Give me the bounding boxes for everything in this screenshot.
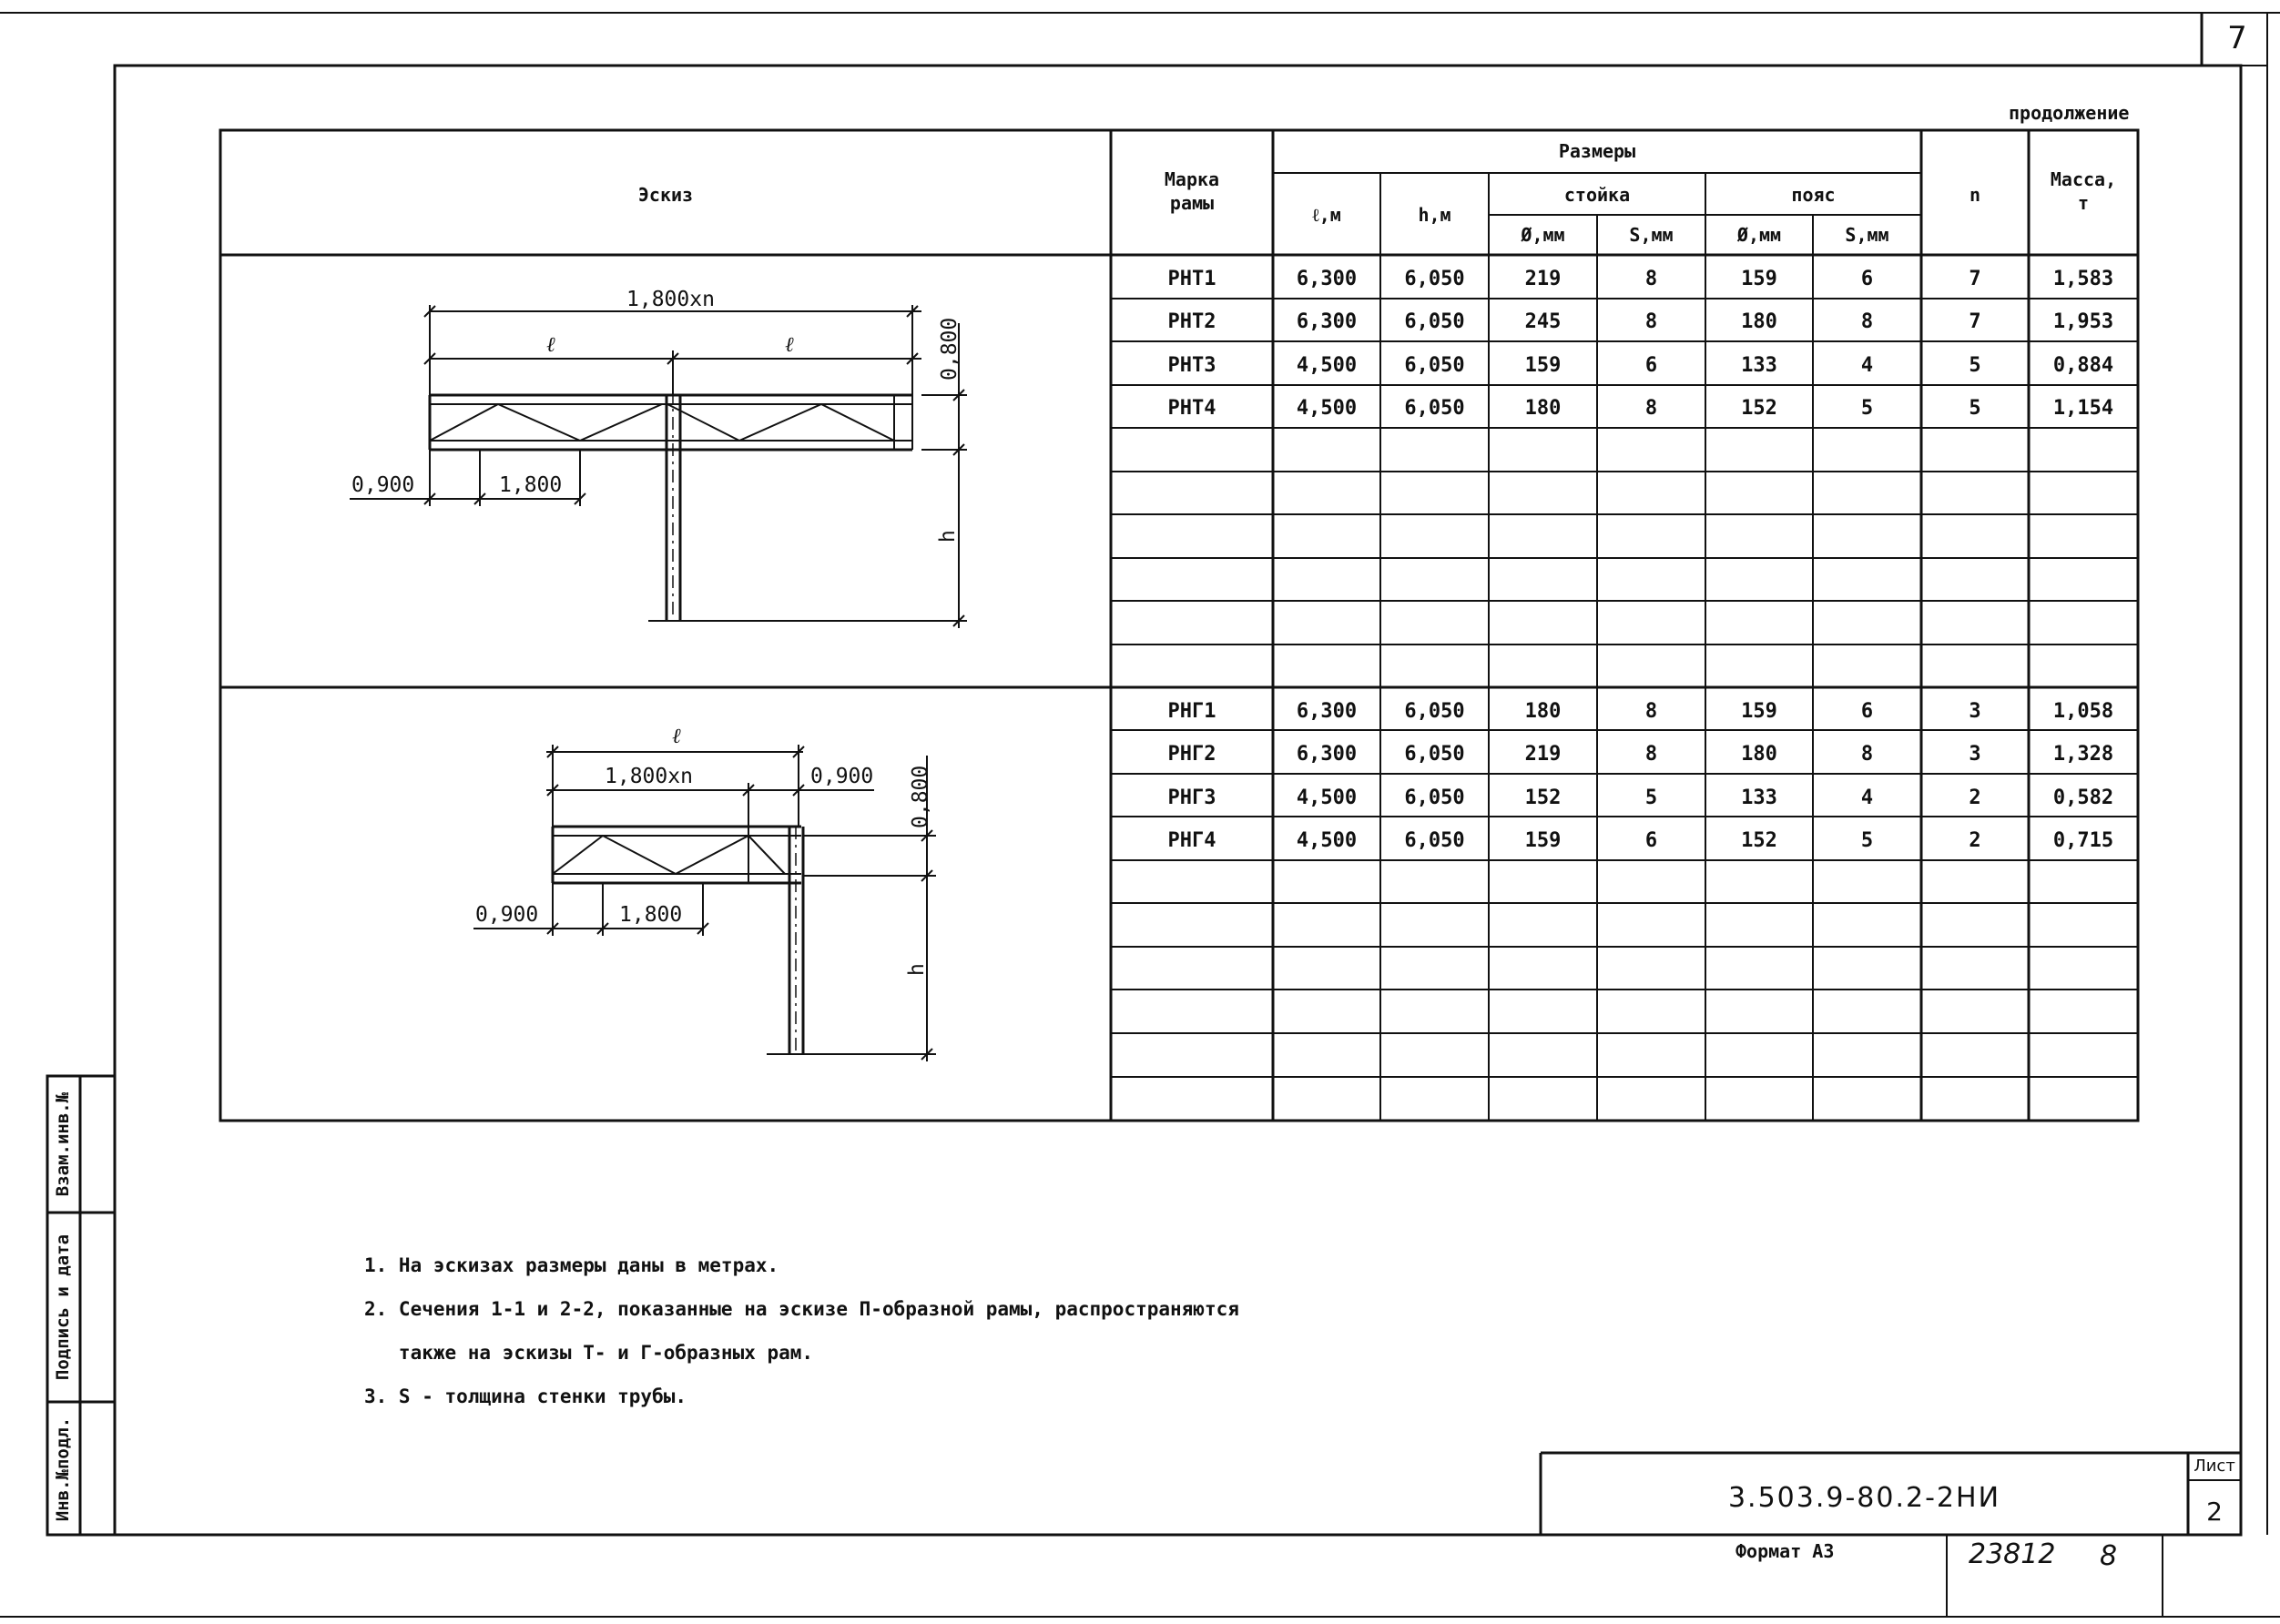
cell-n: 5 [1969,354,1981,377]
sketch-t-frame [350,305,967,628]
sheet-label: Лист [2193,1457,2235,1476]
sketch-g-panel: 1,800 [619,903,683,927]
cell-post-d: 159 [1524,354,1562,377]
cell-n: 2 [1969,829,1981,852]
cell-mass: 1,953 [2052,310,2114,333]
archive-number: 23812 [1969,1538,2056,1570]
header-belt-diameter: Ø,мм [1736,224,1782,246]
cell-l: 4,500 [1296,397,1358,420]
cell-mark: РНТ4 [1167,397,1216,420]
cell-post-s: 5 [1644,787,1658,809]
cell-mark: РНГ1 [1167,700,1216,723]
cell-belt-d: 159 [1741,700,1777,723]
sketch-t-span-left: ℓ [546,333,555,357]
cell-post-d: 219 [1524,743,1562,766]
cell-mark: РНГ4 [1167,829,1216,852]
cell-post-s: 8 [1644,397,1658,420]
cell-belt-d: 133 [1741,787,1777,809]
note-3: 3. S - толщина стенки трубы. [364,1385,687,1407]
cell-mass: 0,582 [2052,787,2114,809]
sketch-g-frame [473,745,936,1061]
cell-mass: 1,154 [2052,397,2114,420]
stamp-inv-original: Инв.№подл. [53,1416,73,1522]
cell-post-d: 152 [1524,787,1562,809]
cell-belt-d: 152 [1741,397,1777,420]
header-belt-thickness: S,мм [1845,224,1889,246]
cell-post-s: 8 [1644,743,1658,766]
cell-mark: РНГ3 [1167,787,1216,809]
cell-post-s: 8 [1644,310,1658,333]
sketch-t-truss-height: 0,800 [938,317,962,381]
continuation-label: продолжение [2009,102,2130,124]
header-post: стойка [1563,184,1631,206]
cell-n: 7 [1969,268,1981,290]
cell-belt-s: 5 [1860,397,1874,420]
header-dimensions: Размеры [1558,140,1636,162]
cell-mass: 0,884 [2052,354,2114,377]
cell-l: 6,300 [1296,268,1358,290]
note-2-cont: также на эскизы Т- и Г-образных рам. [364,1342,814,1364]
sketch-g-truss-height: 0,800 [909,765,932,828]
cell-mass: 1,058 [2052,700,2114,723]
cell-l: 4,500 [1296,354,1358,377]
cell-post-d: 219 [1524,268,1562,290]
sketch-g-post-height: h [905,963,929,976]
header-mark: Марка рамы [1164,168,1220,214]
note-2: 2. Сечения 1-1 и 2-2, показанные на эскизе П-образной рамы, распространяются [364,1298,1239,1320]
cell-post-d: 159 [1524,829,1562,852]
cell-belt-s: 8 [1860,743,1874,766]
sketch-t-panel: 1,800 [499,473,563,497]
cell-h: 6,050 [1404,310,1465,333]
sketch-t-span-right: ℓ [785,333,794,357]
cell-post-s: 6 [1644,829,1658,852]
header-belt: пояс [1791,184,1836,206]
cell-mark: РНТ1 [1167,268,1216,290]
header-n: n [1969,184,1981,206]
cell-l: 4,500 [1296,787,1358,809]
header-mass: Масса, т [2050,168,2117,214]
cell-h: 6,050 [1404,787,1465,809]
header-sketch: Эскиз [637,184,694,206]
cell-mark: РНТ3 [1167,354,1216,377]
cell-n: 7 [1969,310,1981,333]
sheet-number: 2 [2206,1497,2223,1527]
corner-sheet-number: 7 [2227,20,2247,56]
cell-n: 3 [1969,743,1981,766]
cell-belt-s: 8 [1860,310,1874,333]
cell-belt-d: 133 [1741,354,1777,377]
cell-belt-s: 4 [1860,787,1874,809]
sketch-t-edge-offset: 0,900 [351,473,415,497]
header-h: h,м [1418,204,1451,226]
cell-mass: 0,715 [2052,829,2114,852]
cell-belt-s: 6 [1860,268,1874,290]
cell-belt-s: 6 [1860,700,1874,723]
document-code: 3.503.9-80.2-2НИ [1727,1482,2001,1514]
cell-n: 3 [1969,700,1981,723]
cell-h: 6,050 [1404,397,1465,420]
cell-belt-s: 4 [1860,354,1874,377]
sketch-g-span: ℓ [672,725,681,748]
cell-belt-d: 159 [1741,268,1777,290]
cell-belt-d: 180 [1741,743,1777,766]
sketch-t-post-height: h [936,530,960,543]
format-label: Формат А3 [1735,1540,1835,1562]
sketch-g-edge-offset: 0,900 [475,903,539,927]
header-post-thickness: S,мм [1629,224,1674,246]
cell-h: 6,050 [1404,268,1465,290]
cell-post-d: 180 [1524,397,1562,420]
cell-l: 4,500 [1296,829,1358,852]
cell-belt-s: 5 [1860,829,1874,852]
cell-l: 6,300 [1296,743,1358,766]
cell-mark: РНТ2 [1167,310,1216,333]
header-post-diameter: Ø,мм [1521,224,1565,246]
cell-belt-d: 180 [1741,310,1777,333]
cell-mass: 1,583 [2052,268,2114,290]
cell-post-s: 8 [1644,700,1658,723]
sketch-g-end-offset: 0,900 [810,765,874,788]
cell-mass: 1,328 [2052,743,2114,766]
cell-h: 6,050 [1404,700,1465,723]
stamp-sign-date: Подпись и дата [53,1233,73,1381]
cell-h: 6,050 [1404,743,1465,766]
note-1: 1. На эскизах размеры даны в метрах. [364,1254,779,1276]
cell-belt-d: 152 [1741,829,1777,852]
cell-n: 2 [1969,787,1981,809]
cell-n: 5 [1969,397,1981,420]
header-l: ℓ,м [1312,204,1341,226]
archive-extra: 8 [2100,1540,2118,1572]
cell-h: 6,050 [1404,354,1465,377]
cell-post-d: 180 [1524,700,1562,723]
cell-post-d: 245 [1524,310,1562,333]
sketch-g-total-span: 1,800xn [605,765,693,788]
cell-post-s: 8 [1644,268,1658,290]
cell-post-s: 6 [1644,354,1658,377]
stamp-inv-replaced: Взам.инв.№ [53,1091,73,1197]
cell-l: 6,300 [1296,700,1358,723]
cell-mark: РНГ2 [1167,743,1216,766]
cell-h: 6,050 [1404,829,1465,852]
sketch-t-total-span: 1,800xn [626,288,715,311]
cell-l: 6,300 [1296,310,1358,333]
